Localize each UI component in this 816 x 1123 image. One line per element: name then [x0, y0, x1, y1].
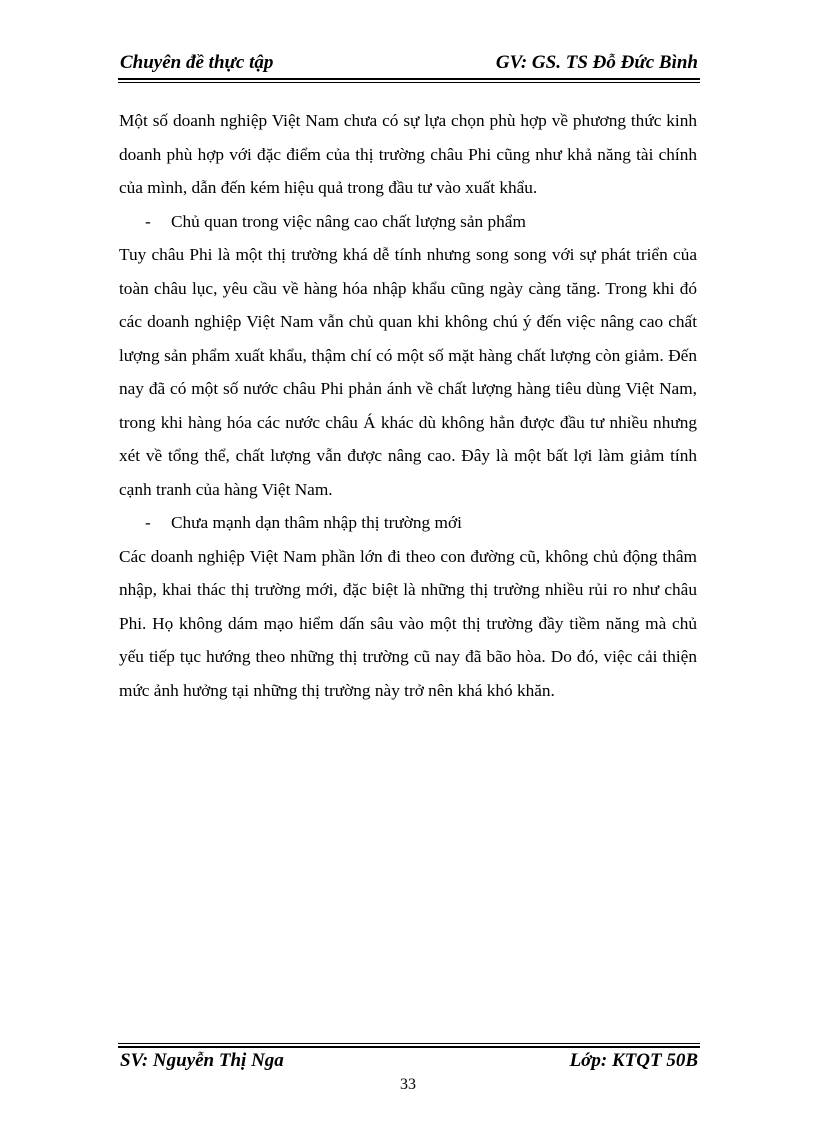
bullet-dash: - [145, 513, 151, 532]
header-rule [118, 78, 700, 80]
paragraph-2: Tuy châu Phi là một thị trường khá dễ tính nhưng song song với sự phát triển của toàn châu lục, yêu cầu về hàng hóa nhập khẩu cũng ngày càng tăng. Trong khi đó các doanh nghiệp Việt Nam vẫn chủ quan khi không chú ý đến việc nâng cao chất lượng sản phẩm xuất khẩu, thậm chí có một số mặt hàng chất lượng còn giảm. Đến nay đã có một số nước châu Phi phản ánh về chất lượng hàng tiêu dùng Việt Nam, trong khi hàng hóa các nước châu Á khác dù không hẳn được đầu tư nhiều nhưng xét về tổng thể, chất lượng vẫn được nâng cao. Đây là một bất lợi làm giảm tính cạnh tranh của hàng Việt Nam. [119, 245, 697, 499]
page-header [118, 50, 700, 78]
paragraph-1: Một số doanh nghiệp Việt Nam chưa có sự lựa chọn phù hợp về phương thức kinh doanh phù hợp với đặc điểm của thị trường châu Phi cũng như khả năng tài chính của mình, dẫn đến kém hiệu quả trong đầu tư vào xuất khẩu. [119, 111, 697, 197]
footer-class: Lớp: KTQT 50B [569, 1050, 698, 1071]
header-instructor: GV: GS. TS Đỗ Đức Bình [495, 52, 698, 73]
bullet-item-2 [119, 506, 697, 540]
bullet-item-2-text: Chưa mạnh dạn thâm nhập thị trường mới [171, 513, 462, 532]
page-number: 33 [400, 1076, 416, 1093]
bullet-dash: - [145, 211, 151, 231]
footer-rule-thin [118, 1043, 700, 1044]
bullet-item-1 [119, 205, 697, 239]
bullet-item-1-text: Chủ quan trong việc nâng cao chất lượng sản phẩm [171, 211, 526, 231]
header-document-title: Chuyên đề thực tập [120, 52, 274, 73]
body-text [119, 104, 697, 707]
page-footer [118, 1048, 700, 1076]
header-rule-thin [118, 82, 700, 83]
paragraph-3: Các doanh nghiệp Việt Nam phần lớn đi theo con đường cũ, không chủ động thâm nhập, khai thác thị trường mới, đặc biệt là những thị trường nhiều rủi ro như châu Phi. Họ không dám mạo hiểm dấn sâu vào một thị trường đầy tiềm năng mà chủ yếu tiếp tục hướng theo những thị trường cũ nay đã bão hòa. Do đó, việc cải thiện mức ảnh hưởng tại những thị trường này trở nên khá khó khăn. [119, 546, 697, 700]
footer-student: SV: Nguyễn Thị Nga [120, 1050, 284, 1071]
